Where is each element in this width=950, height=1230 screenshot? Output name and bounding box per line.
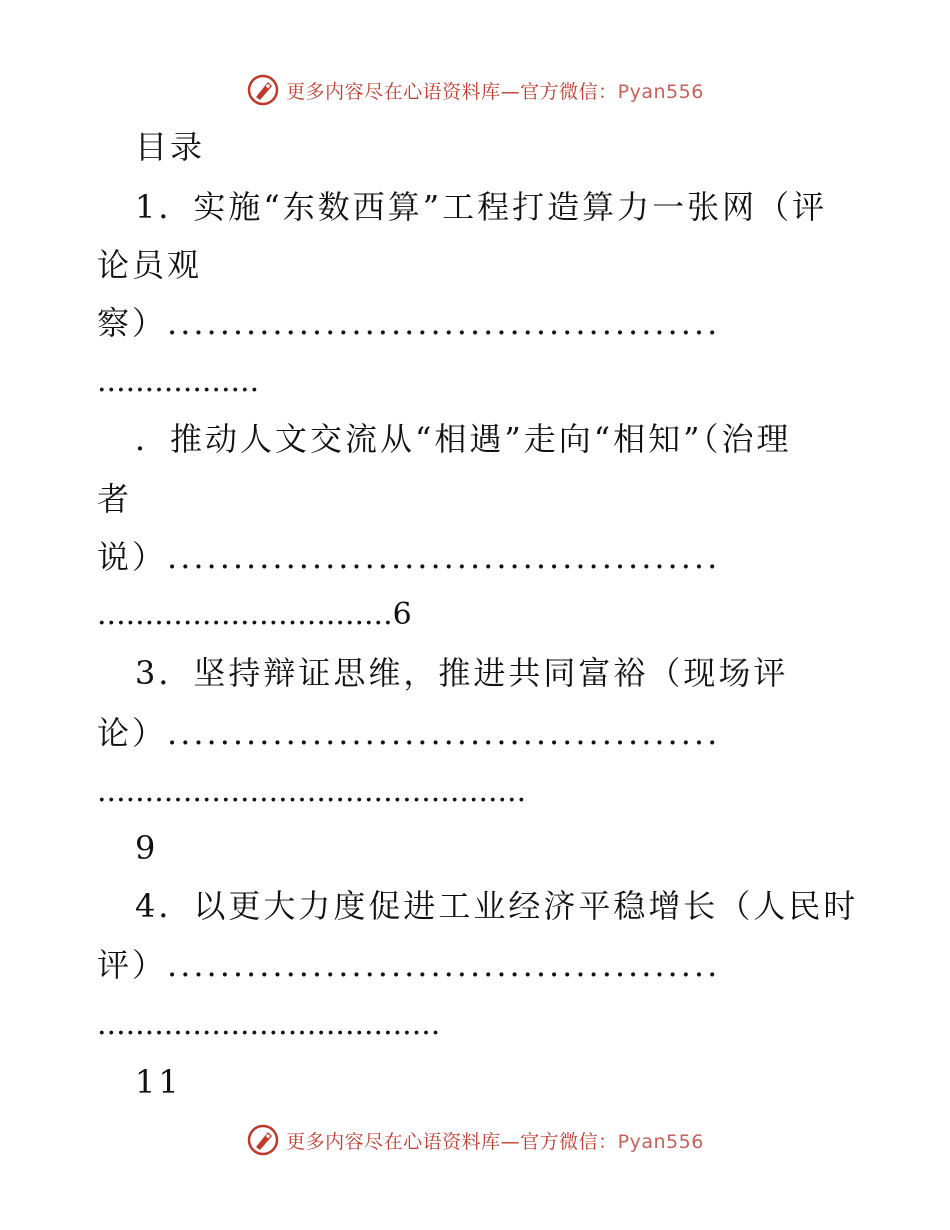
toc-title: 目录: [135, 128, 206, 166]
header-banner: [0, 70, 950, 110]
dot-leader: ..........................................: [167, 538, 721, 576]
dot-leader: ..........................................: [167, 946, 721, 984]
toc-entry-1-line1: 1．实施“东数西算”工程打造算力一张网（评: [135, 188, 828, 226]
toc-entry-3-line1: 3．坚持辩证思维，推进共同富裕（现场评: [135, 654, 789, 692]
pen-nib-logo-icon: [246, 1123, 280, 1157]
page-number: 6: [392, 597, 412, 632]
banner-text: 更多内容尽在心语资料库—官方微信：Pyan556: [286, 1130, 704, 1153]
dot-leader-continued: .................: [97, 364, 260, 399]
dot-leader: ...............................: [97, 597, 393, 632]
toc-entry-4-line3: 评）..........................................: [97, 946, 721, 984]
wechat-id: Pyan556: [617, 80, 704, 103]
banner-text: 更多内容尽在心语资料库—官方微信：Pyan556: [286, 80, 704, 103]
dot-leader: ..........................................: [167, 714, 721, 752]
toc-entry-1-line2: 论员观: [97, 246, 203, 284]
page-number: 11: [135, 1063, 182, 1101]
wechat-id: Pyan556: [617, 1130, 704, 1153]
dot-leader: ..........................................: [167, 304, 721, 342]
toc-entry-4-line1: 4．以更大力度促进工业经济平稳增长（人民时: [135, 887, 859, 925]
toc-entry-2-line1: ．推动人文交流从“相遇”走向“相知”（治理: [135, 420, 792, 458]
footer-banner: [0, 1120, 950, 1160]
toc-entry-2-line2: 者: [97, 480, 133, 518]
dot-leader-continued: ....................................: [97, 1007, 441, 1042]
dot-leader-continued: .............................................: [97, 774, 527, 809]
toc-entry-1-line3: 察）..........................................: [97, 304, 721, 342]
page-number: 9: [135, 829, 159, 867]
toc-entry-2-line3: 说）..........................................: [97, 538, 721, 576]
pen-nib-logo-icon: [246, 73, 280, 107]
toc-entry-3-line3: 论）..........................................: [97, 714, 721, 752]
toc-entry-2-line4: [97, 595, 412, 635]
